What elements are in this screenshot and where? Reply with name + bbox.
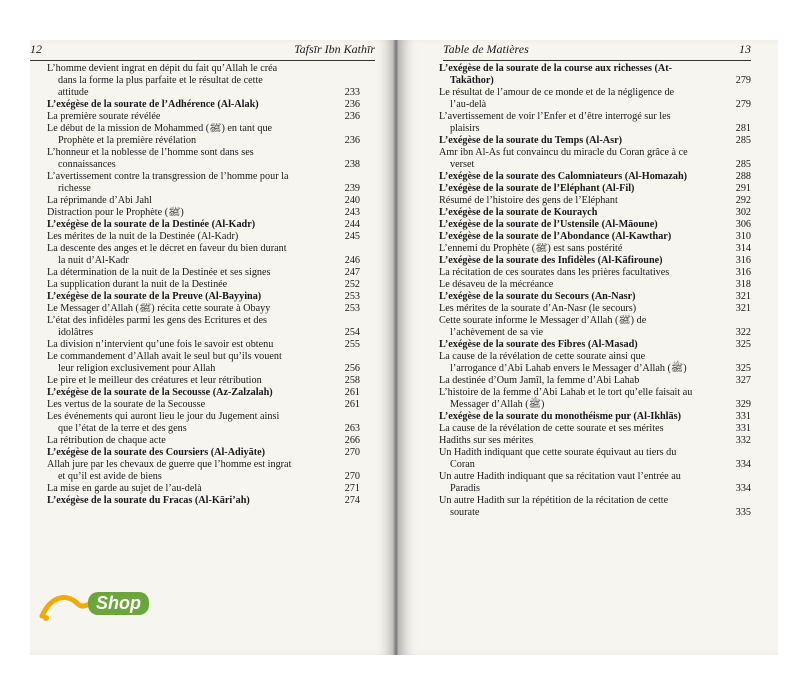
toc-entry-page: 238 (344, 159, 360, 170)
toc-entry (439, 255, 751, 267)
toc-entry-title: L’histoire de la femme d’Abi Lahab et le tort qu’elle faisait au (439, 387, 693, 398)
toc-entry (439, 315, 751, 339)
toc-entry-title: L’exégèse de la sourate de la Secousse (Az-Zalzalah) (47, 387, 273, 398)
toc-entry-page: 334 (735, 483, 751, 494)
toc-entry-title: Un autre Hadith indiquant que sa récitation vaut l’entrée au (439, 471, 681, 482)
toc-entry-title: Prophète et la première révélation (58, 135, 197, 146)
toc-entry-page: 325 (735, 339, 751, 350)
toc-entry (47, 63, 360, 99)
toc-entry (47, 447, 360, 459)
toc-entry-page: 274 (344, 495, 360, 506)
toc-entry-title: Amr ibn Al-As fut convaincu du miracle du Coran grâce à ce (439, 147, 688, 158)
toc-entry-title: L’ennemi du Prophète (ﷺ) est sans postérité (439, 243, 623, 254)
toc-entry-title: verset (450, 159, 475, 170)
toc-entry-title: L’exégèse de la sourate des Fibres (Al-Masad) (439, 339, 638, 350)
toc-entry (439, 135, 751, 147)
toc-entry-page: 256 (344, 363, 360, 374)
toc-entry (439, 375, 751, 387)
toc-entry (439, 339, 751, 351)
toc-entry-page: 327 (735, 375, 751, 386)
toc-entry-page: 240 (344, 195, 360, 206)
toc-entry-page: 316 (735, 255, 751, 266)
toc-entry-page: 255 (344, 339, 360, 350)
toc-entry-title: L’exégèse de la sourate de la course aux richesses (At- (439, 63, 673, 74)
left-page-number: 12 (30, 42, 42, 56)
toc-entry-page: 236 (344, 99, 360, 110)
toc-entry (47, 315, 360, 339)
toc-entry-title: Paradis (450, 483, 480, 494)
toc-entry-page: 331 (735, 411, 751, 422)
toc-entry (47, 291, 360, 303)
toc-entry-page: 332 (735, 435, 751, 446)
toc-entry-page: 335 (735, 507, 751, 518)
toc-entry-page: 321 (735, 291, 751, 302)
toc-entry-page: 236 (344, 111, 360, 122)
toc-entry (439, 495, 751, 519)
toc-entry (439, 231, 751, 243)
toc-entry (47, 147, 360, 171)
toc-entry-title: L’état des infidèles parmi les gens des Ecritures et des (47, 315, 268, 326)
toc-entry (439, 219, 751, 231)
toc-entry-title: Allah jure par les chevaux de guerre que l’homme est ingrat (47, 459, 292, 470)
toc-entry-page: 292 (735, 195, 751, 206)
toc-entry-page: 306 (735, 219, 751, 230)
toc-entry (47, 171, 360, 195)
toc-entry-title: La division n’intervient qu’une fois le savoir est obtenu (47, 339, 274, 350)
toc-entry (47, 351, 360, 375)
toc-entry-title: L’exégèse de la sourate du Secours (An-Nasr) (439, 291, 636, 302)
toc-entry-page: 239 (344, 183, 360, 194)
toc-entry (47, 411, 360, 435)
toc-entry-page: 321 (735, 303, 751, 314)
toc-entry (439, 435, 751, 447)
toc-entry-title: Les vertus de la sourate de la Secousse (47, 399, 206, 410)
toc-entry-title: La mise en garde au sujet de l’au-delà (47, 483, 202, 494)
toc-entry-title: Messager d’Allah (ﷺ) (450, 399, 545, 410)
toc-entry-title: dans la forme la plus parfaite et le résultat de cette (58, 75, 263, 86)
toc-entry (439, 111, 751, 135)
toc-entry (439, 423, 751, 435)
toc-entry (47, 279, 360, 291)
toc-entry-page: 253 (344, 303, 360, 314)
toc-entry-page: 252 (344, 279, 360, 290)
toc-entry-page: 261 (344, 399, 360, 410)
toc-entry-page: 270 (344, 447, 360, 458)
toc-entry (439, 351, 751, 375)
toc-entry-title: l’arrogance d’Abi Lahab envers le Messager d’Allah (ﷺ) (450, 363, 687, 374)
toc-entry-page: 322 (735, 327, 751, 338)
right-page-header (443, 42, 751, 58)
toc-entry (439, 279, 751, 291)
shop-logo (38, 588, 168, 628)
toc-entry-title: La détermination de la nuit de la Destinée et ses signes (47, 267, 271, 278)
toc-entry-title: Un Hadith indiquant que cette sourate équivaut au tiers du (439, 447, 677, 458)
toc-entry-page: 261 (344, 387, 360, 398)
toc-entry (47, 243, 360, 267)
toc-entry-title: Coran (450, 459, 475, 470)
toc-entry-title: L’exégèse de la sourate de l’Eléphant (Al-Fil) (439, 183, 635, 194)
toc-entry-title: L’avertissement de voir l’Enfer et d’être interrogé sur les (439, 111, 671, 122)
right-table-of-contents (439, 63, 751, 519)
toc-entry (439, 195, 751, 207)
toc-entry (439, 63, 751, 87)
toc-entry-title: leur religion exclusivement pour Allah (58, 363, 216, 374)
toc-entry-page: 236 (344, 135, 360, 146)
toc-entry-page: 258 (344, 375, 360, 386)
toc-entry (439, 243, 751, 255)
toc-entry-title: La première sourate révélée (47, 111, 161, 122)
toc-entry-title: L’exégèse de la sourate de Kouraych (439, 207, 598, 218)
toc-entry-page: 246 (344, 255, 360, 266)
left-table-of-contents (47, 63, 360, 507)
toc-entry (439, 171, 751, 183)
left-running-title: Tafsīr Ibn Kathīr (294, 42, 375, 56)
toc-entry-page: 271 (344, 483, 360, 494)
toc-entry (47, 483, 360, 495)
toc-entry-title: L’avertissement contre la transgression de l’homme pour la (47, 171, 289, 182)
toc-entry-page: 279 (735, 99, 751, 110)
toc-entry (439, 267, 751, 279)
toc-entry (47, 195, 360, 207)
toc-entry-title: L’exégèse de la sourate du Fracas (Al-Kāri’ah) (47, 495, 250, 506)
toc-entry-page: 244 (344, 219, 360, 230)
toc-entry-title: La cause de la révélation de cette sourate ainsi que (439, 351, 646, 362)
toc-entry-title: Le Messager d’Allah (ﷺ) récita cette sourate à Obayy (47, 303, 271, 314)
toc-entry-page: 233 (344, 87, 360, 98)
toc-entry-page: 253 (344, 291, 360, 302)
toc-entry-title: Le désaveu de la mécréance (439, 279, 554, 290)
toc-entry (47, 219, 360, 231)
header-rule (443, 60, 751, 61)
toc-entry-title: La cause de la révélation de cette sourate et ses mérites (439, 423, 664, 434)
left-page-header (30, 42, 375, 58)
toc-entry-title: Le résultat de l’amour de ce monde et de la négligence de (439, 87, 675, 98)
toc-entry-title: L’homme devient ingrat en dépit du fait qu’Allah le créa (47, 63, 278, 74)
toc-entry (47, 399, 360, 411)
toc-entry-page: 331 (735, 423, 751, 434)
toc-entry (47, 435, 360, 447)
toc-entry-page: 310 (735, 231, 751, 242)
toc-entry-title: L’exégèse de la sourate de l’Adhérence (Al-Alak) (47, 99, 259, 110)
toc-entry-title: et qu’il est avide de biens (58, 471, 162, 482)
right-page-number: 13 (739, 42, 751, 56)
toc-entry-title: Les événements qui auront lieu le jour du Jugement ainsi (47, 411, 280, 422)
toc-entry-title: sourate (450, 507, 480, 518)
toc-entry-page: 285 (735, 159, 751, 170)
toc-entry-title: attitude (58, 87, 89, 98)
toc-entry-title: Takāthor) (450, 75, 494, 86)
toc-entry-page: 263 (344, 423, 360, 434)
toc-entry-title: Cette sourate informe le Messager d’Allah (ﷺ) de (439, 315, 647, 326)
toc-entry-title: La destinée d’Oum Jamîl, la femme d’Abi Lahab (439, 375, 640, 386)
toc-entry-page: 334 (735, 459, 751, 470)
toc-entry (47, 99, 360, 111)
toc-entry-title: Hadiths sur ses mérites (439, 435, 534, 446)
toc-entry-title: l’achèvement de sa vie (450, 327, 544, 338)
toc-entry-page: 318 (735, 279, 751, 290)
toc-entry-page: 314 (735, 243, 751, 254)
toc-entry-title: L’exégèse de la sourate de l’Ustensile (Al-Māoune) (439, 219, 658, 230)
toc-entry (47, 459, 360, 483)
toc-entry (439, 183, 751, 195)
toc-entry-title: Distraction pour le Prophète (ﷺ) (47, 207, 184, 218)
toc-entry-title: Les mérites de la nuit de la Destinée (Al-Kadr) (47, 231, 239, 242)
toc-entry (439, 147, 751, 171)
toc-entry-title: Le début de la mission de Mohammed (ﷺ) en tant que (47, 123, 273, 134)
toc-entry-title: richesse (58, 183, 91, 194)
toc-entry-page: 254 (344, 327, 360, 338)
toc-entry-page: 316 (735, 267, 751, 278)
toc-entry-title: L’exégèse de la sourate de l’Abondance (Al-Kawthar) (439, 231, 672, 242)
toc-entry-title: Un autre Hadith sur la répétition de la récitation de cette (439, 495, 669, 506)
toc-entry-page: 291 (735, 183, 751, 194)
toc-entry-title: L’exégèse de la sourate des Calomniateurs (Al-Homazah) (439, 171, 688, 182)
toc-entry-page: 288 (735, 171, 751, 182)
toc-entry-page: 243 (344, 207, 360, 218)
toc-entry-title: La récitation de ces sourates dans les prières facultatives (439, 267, 670, 278)
toc-entry (47, 123, 360, 147)
toc-entry-title: l’au-delà (450, 99, 487, 110)
toc-entry-title: L’exégèse de la sourate du Temps (Al-Asr) (439, 135, 622, 146)
toc-entry (47, 387, 360, 399)
toc-entry-title: L’exégèse de la sourate de la Destinée (Al-Kadr) (47, 219, 256, 230)
toc-entry-title: connaissances (58, 159, 116, 170)
toc-entry-title: L’exégèse de la sourate de la Preuve (Al-Bayyina) (47, 291, 262, 302)
toc-entry-title: Le commandement d’Allah avait le seul but qu’ils vouent (47, 351, 282, 362)
toc-entry (439, 471, 751, 495)
toc-entry-page: 281 (735, 123, 751, 134)
header-rule (30, 60, 375, 61)
toc-entry-page: 279 (735, 75, 751, 86)
toc-entry-title: L’honneur et la noblesse de l’homme sont dans ses (47, 147, 254, 158)
toc-entry-title: La réprimande d’Abi Jahl (47, 195, 152, 206)
toc-entry (47, 111, 360, 123)
right-running-title: Table de Matières (443, 42, 529, 56)
toc-entry (47, 267, 360, 279)
toc-entry (47, 339, 360, 351)
toc-entry-title: L’exégèse de la sourate des Infidèles (Al-Kāfiroune) (439, 255, 663, 266)
toc-entry (439, 447, 751, 471)
toc-entry (439, 411, 751, 423)
toc-entry (439, 303, 751, 315)
toc-entry-page: 302 (735, 207, 751, 218)
toc-entry-title: idolâtres (58, 327, 94, 338)
toc-entry-page: 266 (344, 435, 360, 446)
toc-entry-page: 325 (735, 363, 751, 374)
toc-entry-title: plaisirs (450, 123, 480, 134)
logo-text: Shop (88, 592, 149, 615)
toc-entry (47, 495, 360, 507)
toc-entry (439, 387, 751, 411)
toc-entry-title: La rétribution de chaque acte (47, 435, 166, 446)
toc-entry-page: 247 (344, 267, 360, 278)
toc-entry-title: que l’état de la terre et des gens (58, 423, 187, 434)
toc-entry-title: La supplication durant la nuit de la Destinée (47, 279, 228, 290)
toc-entry-title: Les mérites de la sourate d’An-Nasr (le secours) (439, 303, 637, 314)
toc-entry-title: la nuit d’Al-Kadr (58, 255, 129, 266)
toc-entry (439, 291, 751, 303)
toc-entry-page: 270 (344, 471, 360, 482)
toc-entry-page: 245 (344, 231, 360, 242)
toc-entry (47, 375, 360, 387)
toc-entry (47, 231, 360, 243)
toc-entry-title: L’exégèse de la sourate du monothéisme pur (Al-Ikhlās) (439, 411, 681, 422)
toc-entry (439, 87, 751, 111)
toc-entry (47, 303, 360, 315)
toc-entry (439, 207, 751, 219)
toc-entry (47, 207, 360, 219)
toc-entry-title: La descente des anges et le décret en faveur du bien durant (47, 243, 287, 254)
toc-entry-title: L’exégèse de la sourate des Coursiers (Al-Adiyāte) (47, 447, 266, 458)
toc-entry-page: 329 (735, 399, 751, 410)
toc-entry-title: Le pire et le meilleur des créatures et leur rétribution (47, 375, 262, 386)
toc-entry-page: 285 (735, 135, 751, 146)
toc-entry-title: Résumé de l’histoire des gens de l’Eléphant (439, 195, 618, 206)
